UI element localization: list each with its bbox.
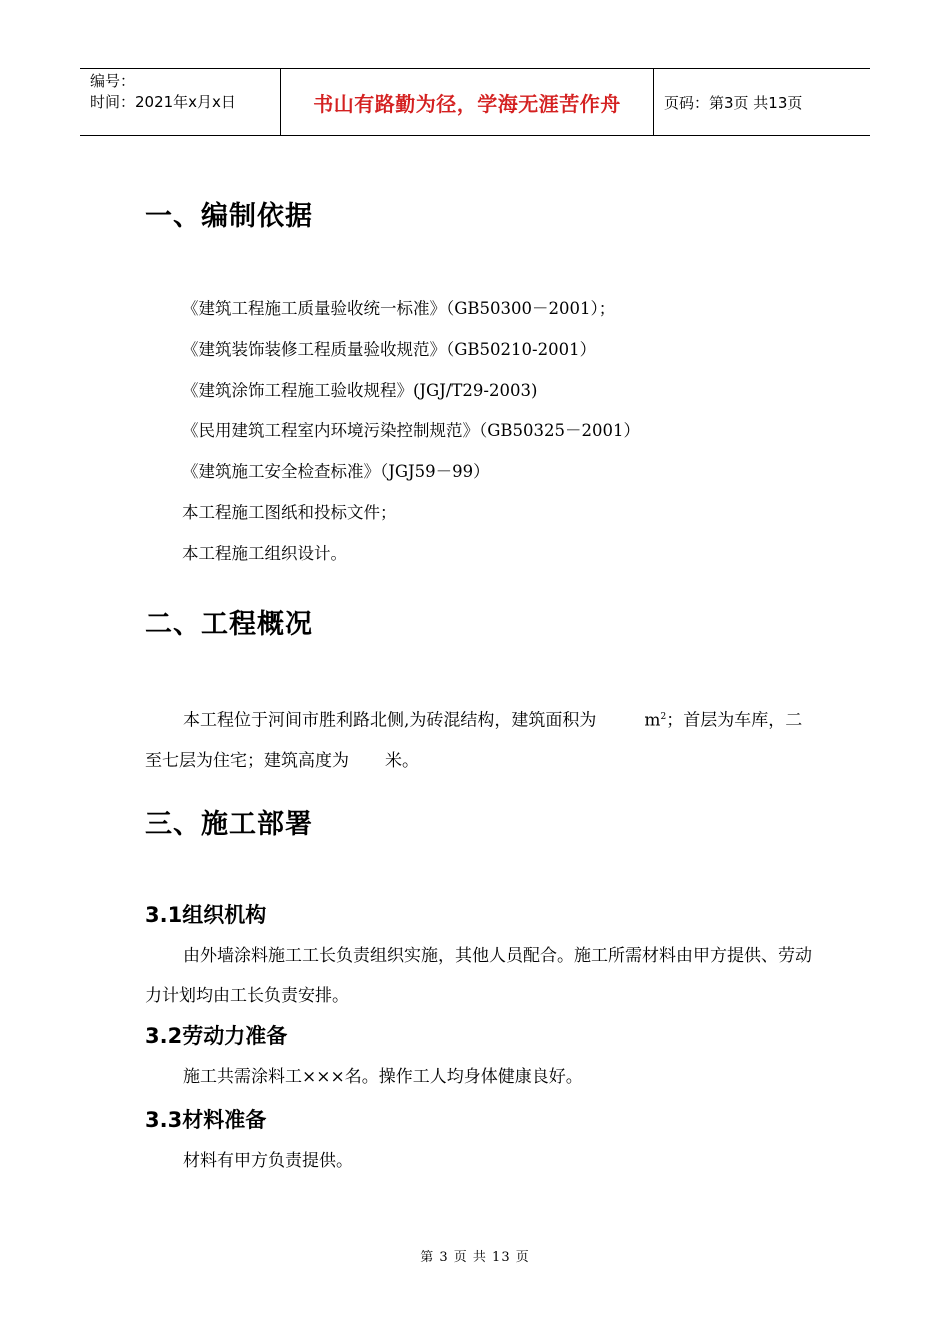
area-unit-superscript: 2 xyxy=(660,712,667,722)
subsection-3-3-text: 材料有甲方负责提供。 xyxy=(183,1151,353,1171)
subsection-3-3-title: 3.3材料准备 xyxy=(145,1108,267,1132)
header-motto: 书山有路勤为径，学海无涯苦作舟 xyxy=(313,91,621,116)
header-page-cell xyxy=(654,69,870,135)
footer-page-number: 第 3 页 共 13 页 xyxy=(420,1250,530,1265)
section-3-title: 三、施工部署 xyxy=(145,809,313,840)
area-unit: m xyxy=(644,710,661,731)
section-2-title: 二、工程概况 xyxy=(145,609,313,640)
reference-list xyxy=(182,289,640,575)
header-page-label: 页码：第3页 共13页 xyxy=(664,93,803,112)
header-table xyxy=(80,68,870,136)
reference-item: 《建筑工程施工质量验收统一标准》（GB50300－2001）； xyxy=(182,299,616,318)
subsection-3-2-title: 3.2劳动力准备 xyxy=(145,1024,288,1048)
reference-item: 《民用建筑工程室内环境污染控制规范》（GB50325－2001） xyxy=(182,421,641,441)
page-footer xyxy=(0,1246,950,1265)
subsection-3-1-text: 由外墙涂料施工工长负责组织实施，其他人员配合。施工所需材料由甲方提供、劳动力计划均由工长负责安排。 xyxy=(145,946,812,1006)
subsection-3-2-text: 施工共需涂料工×××名。操作工人均身体健康良好。 xyxy=(183,1067,583,1087)
project-overview-paragraph xyxy=(145,697,815,781)
overview-text-a: 本工程位于河间市胜利路北侧,为砖混结构，建筑面积为 xyxy=(183,710,597,731)
overview-text-b: ；首层为车库，二至七层为住宅；建筑高度为 xyxy=(145,710,803,771)
reference-item: 本工程施工组织设计。 xyxy=(182,543,347,563)
reference-item: 《建筑施工安全检查标准》（JGJ59－99） xyxy=(182,462,490,482)
section-1-title: 一、编制依据 xyxy=(145,201,313,232)
reference-item: 《建筑涂饰工程施工验收规程》(JGJ/T29-2003) xyxy=(182,380,538,400)
overview-text-c: 米。 xyxy=(385,750,419,771)
reference-item: 《建筑装饰装修工程质量验收规范》（GB50210-2001） xyxy=(182,339,597,359)
header-motto-cell xyxy=(281,69,654,135)
reference-item: 本工程施工图纸和投标文件； xyxy=(182,502,397,522)
document-time-label: 时间：2021年x月x日 xyxy=(90,93,236,111)
document-number-label: 编号： xyxy=(90,72,136,90)
header-meta-cell xyxy=(80,69,281,135)
subsection-3-1-title: 3.1组织机构 xyxy=(145,903,267,927)
